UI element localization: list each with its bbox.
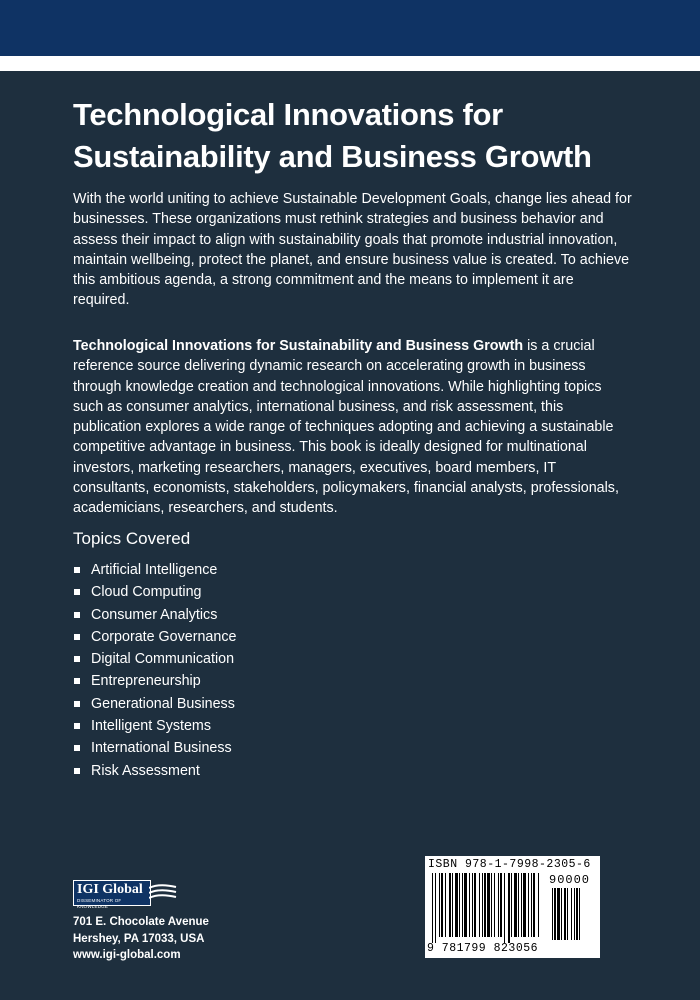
barcode-bar [441, 873, 443, 937]
barcode-bar [464, 873, 467, 937]
square-bullet-icon [74, 656, 80, 662]
logo-tagline: DISSEMINATOR OF KNOWLEDGE [77, 898, 122, 909]
addon-bar [574, 888, 575, 940]
topic-item [73, 581, 236, 603]
square-bullet-icon [74, 701, 80, 707]
topic-label: Generational Business [91, 695, 235, 712]
addon-bar [554, 888, 556, 940]
square-bullet-icon [74, 589, 80, 595]
barcode-bar [432, 873, 433, 943]
logo-swoosh-icon [149, 884, 177, 902]
square-bullet-icon [74, 567, 80, 573]
topics-heading: Topics Covered [73, 529, 191, 548]
publisher-logo [73, 880, 178, 909]
topic-label: Consumer Analytics [91, 606, 218, 623]
topic-item [73, 737, 236, 759]
addon-bar [561, 888, 562, 940]
barcode-bar [531, 873, 532, 937]
topic-label: Corporate Governance [91, 628, 237, 645]
barcode-bar [498, 873, 499, 937]
top-color-band [0, 0, 700, 56]
topic-item [73, 760, 236, 782]
square-bullet-icon [74, 745, 80, 751]
barcode-bar [504, 873, 505, 943]
barcode-bar [533, 873, 535, 937]
ean-digits: 9 781799 823056 [427, 942, 539, 955]
addon-bar [557, 888, 560, 940]
topic-label: Entrepreneurship [91, 673, 201, 690]
barcode-bar [521, 873, 522, 937]
barcode-bar [538, 873, 539, 937]
topic-label: Digital Communication [91, 651, 235, 668]
topic-label: Risk Assessment [91, 762, 200, 779]
barcode-bar [518, 873, 519, 937]
topics-list [73, 559, 236, 782]
topic-item [73, 648, 236, 670]
addon-bar [552, 888, 553, 940]
barcode-bar [500, 873, 502, 937]
topic-item [73, 715, 236, 737]
barcode-bar [445, 873, 446, 937]
topic-item [73, 559, 236, 581]
logo-name: IGI Global [77, 882, 143, 897]
topic-item [73, 604, 236, 626]
addon-bar [579, 888, 580, 940]
barcode-bar [474, 873, 476, 937]
barcode-bar [479, 873, 480, 937]
addon-bar [567, 888, 568, 940]
barcode-bar [514, 873, 517, 937]
description-paragraph-1: With the world uniting to achieve Sustainable Development Goals, change lies ahead for businesses. These organizations must rethink strategies and business behavior and assess their impact to align with sustainability goals that promote industrial innovation, maintain wellbeing, protect the planet, and ensure business value is created. To achieve this ambitious agenda, a strong commitment and the means to implement it are required. [73, 191, 632, 309]
logo-box [73, 880, 151, 909]
isbn-barcode-panel [425, 856, 600, 958]
topic-item [73, 626, 236, 648]
paragraph-2-text: is a crucial reference source delivering dynamic research on accelerating growth in business through knowledge creation and technological innovations. While highlighting topics such as consumer analytics, international business, and risk assessment, this publication explores a wide range of techniques adopting and achieving a sustainable competitive advantage in business. This book is ideally designed for multinational investors, marketing researchers, managers, executives, board members, IT consultants, economists, stakeholders, policymakers, financial analysts, professionals, academicians, researchers, and students. [73, 338, 619, 517]
address-line-1: 701 E. Chocolate Avenue [73, 916, 209, 928]
barcode-bar [484, 873, 486, 937]
publisher-website: www.igi-global.com [73, 949, 181, 961]
square-bullet-icon [74, 678, 80, 684]
barcode-bar [435, 873, 436, 943]
white-divider-band [0, 56, 700, 71]
barcode-bar [469, 873, 470, 937]
barcode-bar [452, 873, 453, 937]
square-bullet-icon [74, 768, 80, 774]
isbn-number: ISBN 978-1-7998-2305-6 [428, 858, 591, 871]
addon-bar [564, 888, 566, 940]
barcode-bar [491, 873, 492, 937]
barcode-bar [511, 873, 512, 937]
barcode-bar [494, 873, 495, 937]
barcode-bar [523, 873, 526, 937]
square-bullet-icon [74, 634, 80, 640]
barcode-bar [472, 873, 473, 937]
addon-bar [571, 888, 572, 940]
paragraph-2-bold-title: Technological Innovations for Sustainability and Business Growth [73, 338, 524, 354]
barcode-bar [487, 873, 490, 937]
addon-barcode-bars [551, 888, 597, 943]
ean-barcode-bars [431, 873, 543, 943]
topic-label: Cloud Computing [91, 584, 202, 601]
topic-label: Intelligent Systems [91, 718, 211, 735]
barcode-bar [462, 873, 463, 937]
address-line-2: Hershey, PA 17033, USA [73, 932, 205, 945]
price-code: 90000 [549, 873, 591, 887]
square-bullet-icon [74, 723, 80, 729]
barcode-bar [508, 873, 510, 943]
addon-bar [576, 888, 578, 940]
barcode-bar [459, 873, 460, 937]
topic-label: Artificial Intelligence [91, 562, 218, 578]
square-bullet-icon [74, 612, 80, 618]
publisher-address [73, 914, 209, 964]
topic-item [73, 693, 236, 715]
topic-label: International Business [91, 740, 232, 757]
barcode-bar [439, 873, 440, 937]
barcode-bar [528, 873, 529, 937]
book-title: Technological Innovations for Sustainability and Business Growth [73, 97, 592, 174]
barcode-bar [482, 873, 483, 937]
topic-item [73, 670, 236, 692]
description-paragraph-2 [73, 336, 633, 519]
barcode-bar [449, 873, 451, 937]
barcode-bar [455, 873, 458, 937]
